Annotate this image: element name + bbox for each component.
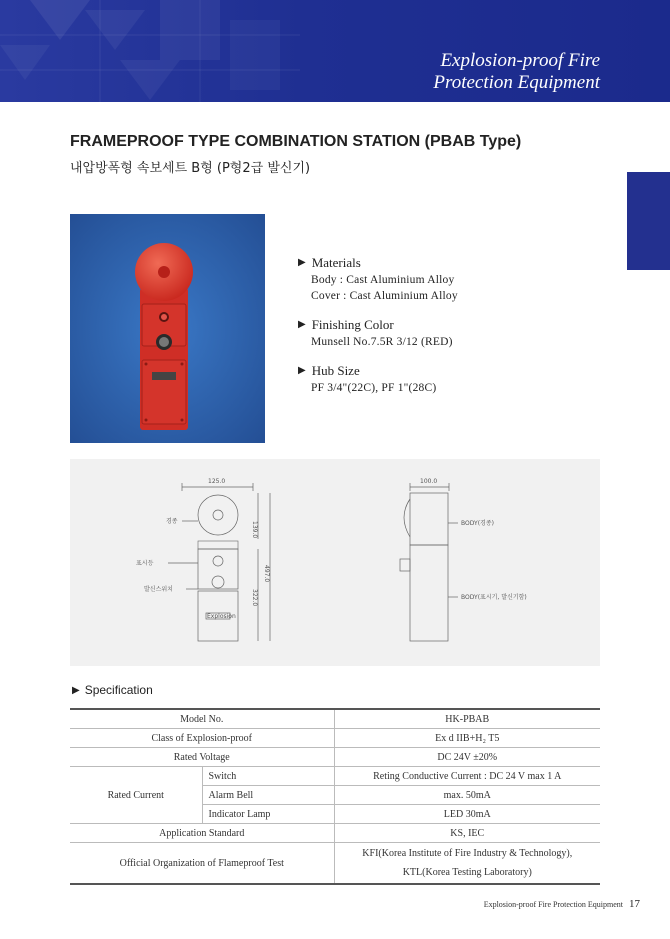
class-value: Ex d IIB+H₂ T5 xyxy=(334,729,600,748)
header-title xyxy=(433,50,600,94)
table-row xyxy=(70,843,600,885)
dim-width-front: 125.0 xyxy=(208,478,226,485)
class-label: Class of Explosion-proof xyxy=(70,729,334,748)
triangle-bullet-icon: ▶ xyxy=(298,365,306,376)
hub-group xyxy=(298,362,458,396)
materials-section xyxy=(298,254,458,408)
bell-value: max. 50mA xyxy=(334,786,600,805)
table-row xyxy=(70,767,600,786)
switch-value: Reting Conductive Current : DC 24 V max 1 A xyxy=(334,767,600,786)
dim-h2: 322.0 xyxy=(251,589,258,607)
triangle-bullet-icon: ▶ xyxy=(298,319,306,330)
org-label: Official Organization of Flameproof Test xyxy=(70,843,334,885)
org-value-line1: KFI(Korea Institute of Fire Industry & Technology), xyxy=(362,848,573,859)
side-tab xyxy=(627,172,670,270)
table-row xyxy=(70,709,600,729)
finish-value: Munsell No.7.5R 3/12 (RED) xyxy=(311,336,453,348)
nameplate-text: Explosion xyxy=(207,613,236,620)
header-title-line2: Protection Equipment xyxy=(433,72,600,93)
cover-material: Cover : Cast Aluminium Alloy xyxy=(311,290,458,302)
triangle-bullet-icon: ▶ xyxy=(298,257,306,268)
materials-heading xyxy=(298,254,458,272)
specification-table xyxy=(70,708,600,885)
switch-label: Switch xyxy=(202,767,334,786)
hub-value: PF 3/4"(22C), PF 1"(28C) xyxy=(311,382,437,394)
body-material: Body : Cast Aluminium Alloy xyxy=(311,274,455,286)
voltage-value: DC 24V ±20% xyxy=(334,748,600,767)
finish-heading xyxy=(298,316,458,334)
header-banner xyxy=(0,0,670,102)
dim-width-side: 100.0 xyxy=(420,478,438,485)
product-title: FRAMEPROOF TYPE COMBINATION STATION (PBAB Type) xyxy=(70,133,522,150)
finish-group xyxy=(298,316,458,350)
standard-label: Application Standard xyxy=(70,824,334,843)
table-row xyxy=(70,729,600,748)
specification-heading-label: Specification xyxy=(84,683,153,697)
technical-drawing xyxy=(70,459,600,666)
dim-h1: 139.0 xyxy=(251,521,258,539)
model-label: Model No. xyxy=(70,709,334,729)
standard-value: KS, IEC xyxy=(334,824,600,843)
materials-group xyxy=(298,254,458,304)
finish-heading-label: Finishing Color xyxy=(311,317,394,332)
label-bell: 경종 xyxy=(166,518,178,525)
triangle-bullet-icon: ▶ xyxy=(72,684,80,696)
drawing-svg xyxy=(70,459,600,666)
header-pattern xyxy=(0,0,300,102)
header-title-line1: Explosion-proof Fire xyxy=(440,50,600,71)
label-lamp: 표시등 xyxy=(136,560,154,567)
current-label: Rated Current xyxy=(70,767,202,824)
model-value: HK-PBAB xyxy=(334,709,600,729)
footer xyxy=(484,898,640,910)
specification-heading xyxy=(72,683,153,697)
table-row xyxy=(70,748,600,767)
bell-label: Alarm Bell xyxy=(202,786,334,805)
voltage-label: Rated Voltage xyxy=(70,748,334,767)
hub-heading xyxy=(298,362,458,380)
dim-h-total: 497.0 xyxy=(263,565,270,583)
hub-heading-label: Hub Size xyxy=(311,363,360,378)
product-illustration xyxy=(70,214,265,443)
lamp-label: Indicator Lamp xyxy=(202,805,334,824)
label-switch: 발신스위치 xyxy=(144,586,173,593)
org-value-line2: KTL(Korea Testing Laboratory) xyxy=(402,867,532,878)
product-subtitle-korean: 내압방폭형 속보세트 B형 (P형2급 발신기) xyxy=(70,161,311,176)
lamp-value: LED 30mA xyxy=(334,805,600,824)
label-body1: BODY(경종) xyxy=(461,520,494,527)
table-row xyxy=(70,824,600,843)
label-body2: BODY(표시기, 발신기함) xyxy=(461,594,527,601)
org-value xyxy=(334,843,600,885)
materials-heading-label: Materials xyxy=(311,255,361,270)
footer-text: Explosion-proof Fire Protection Equipment xyxy=(483,900,623,909)
product-photo xyxy=(70,214,265,443)
page-number: 17 xyxy=(629,898,640,910)
